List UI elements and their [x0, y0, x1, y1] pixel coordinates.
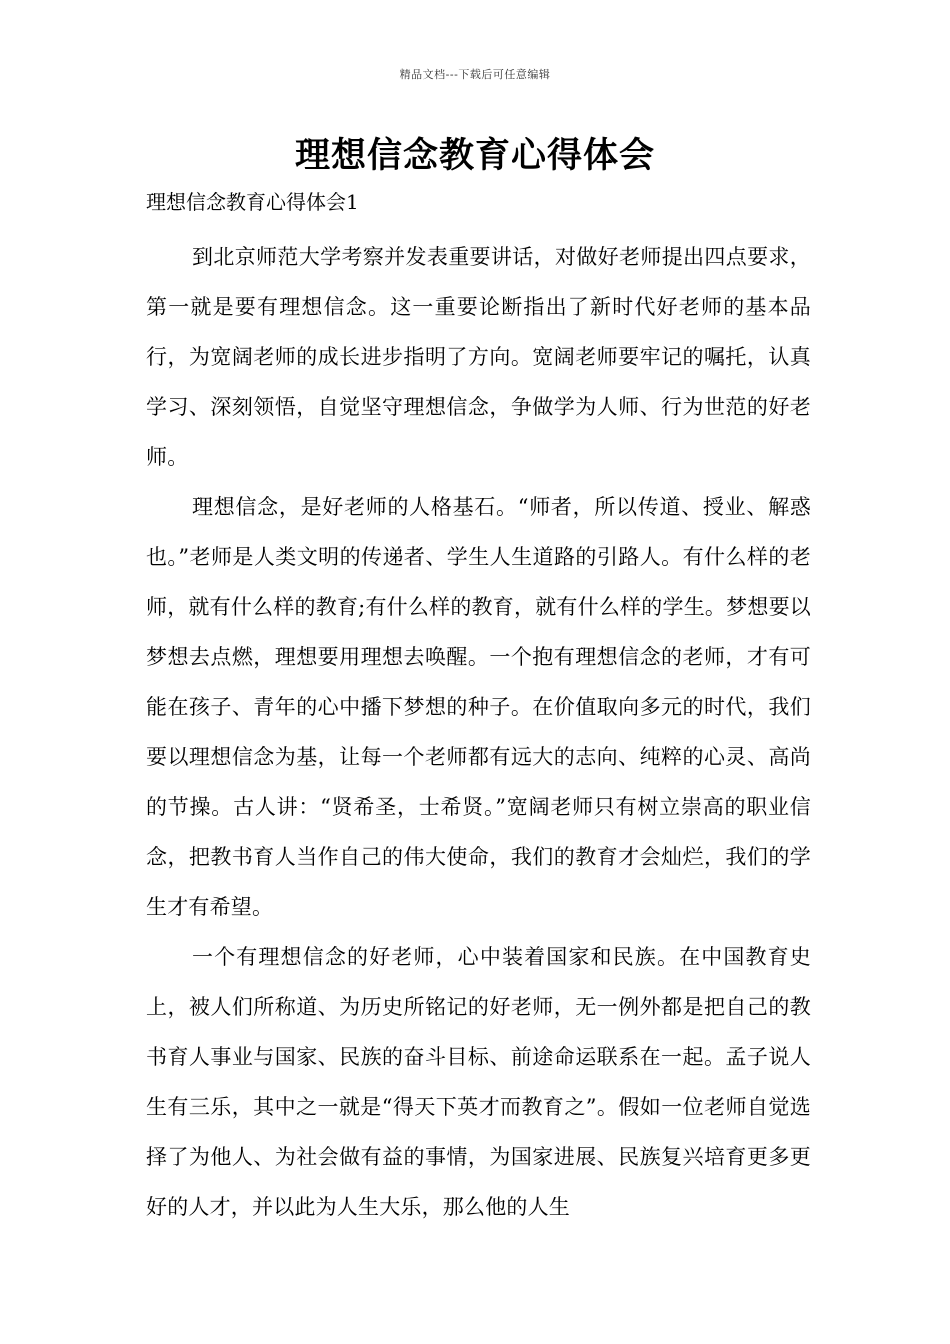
paragraph-3: 一个有理想信念的好老师，心中装着国家和民族。在中国教育史上，被人们所称道、为历史所铭记的好老师，无一例外都是把自己的教书育人事业与国家、民族的奋斗目标、前途命运联系在一起。孟子说人生有三乐，其中之一就是“得天下英才而教育之”。假如一位老师自觉选择了为他人、为社会做有益的事情，为国家进展、民族复兴培育更多更好的人才，并以此为人生大乐，那么他的人生: [146, 945, 811, 1219]
document-body: [146, 232, 811, 1232]
section-heading: 理想信念教育心得体会1: [146, 190, 359, 214]
document-title: 理想信念教育心得体会: [294, 136, 655, 176]
header-note: 精品文档---下载后可任意编辑: [399, 68, 551, 81]
paragraph-1: 到北京师范大学考察并发表重要讲话，对做好老师提出四点要求，第一就是要有理想信念。这一重要论断指出了新时代好老师的基本品行，为宽阔老师的成长进步指明了方向。宽阔老师要牢记的嘱托，认真学习、深刻领悟，自觉坚守理想信念，争做学为人师、行为世范的好老师。: [146, 245, 811, 469]
paragraph-2: 理想信念，是好老师的人格基石。“师者，所以传道、授业、解惑也。”老师是人类文明的传递者、学生人生道路的引路人。有什么样的老师，就有什么样的教育;有什么样的教育，就有什么样的学生。梦想要以梦想去点燃，理想要用理想去唤醒。一个抱有理想信念的老师，才有可能在孩子、青年的心中播下梦想的种子。在价值取向多元的时代，我们要以理想信念为基，让每一个老师都有远大的志向、纯粹的心灵、高尚的节操。古人讲：“贤希圣，士希贤。”宽阔老师只有树立崇高的职业信念，把教书育人当作自己的伟大使命，我们的教育才会灿烂，我们的学生才有希望。: [146, 495, 811, 919]
